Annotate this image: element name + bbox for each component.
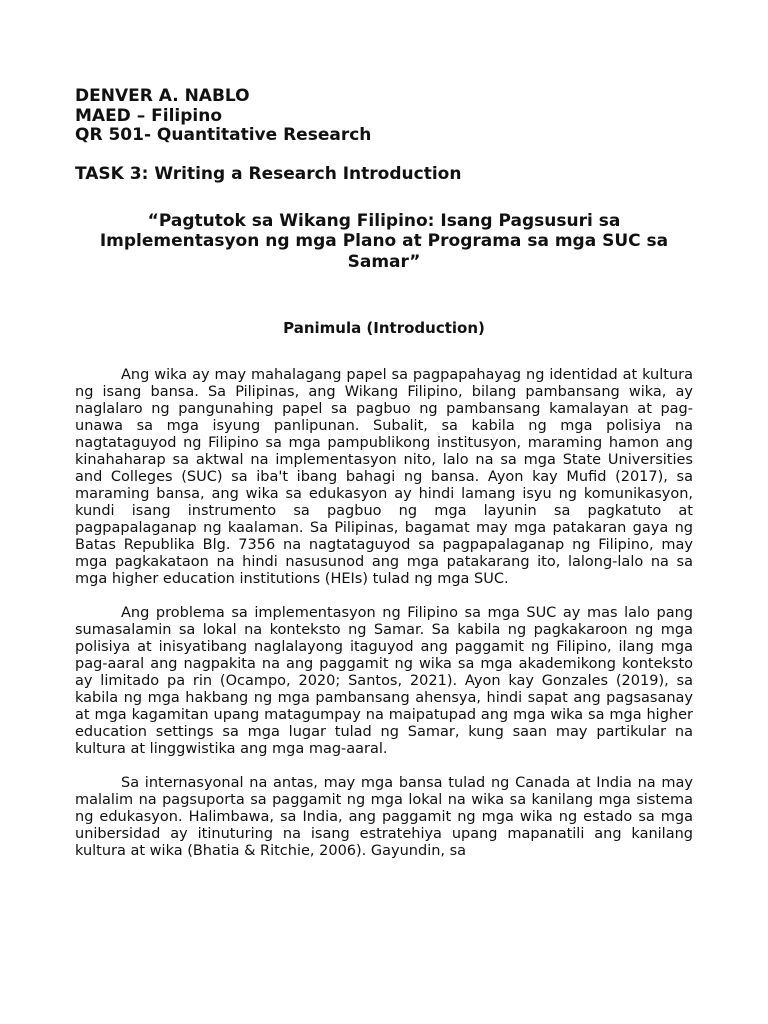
document-title: “Pagtutok sa Wikang Filipino: Isang Pagsusuri sa Implementasyon ng mga Plano at Programa sa mga SUC sa Samar” bbox=[99, 210, 669, 272]
course-line: QR 501- Quantitative Research bbox=[75, 125, 372, 145]
body-text bbox=[75, 367, 693, 860]
document-page bbox=[75, 87, 693, 877]
task-heading: TASK 3: Writing a Research Introduction bbox=[75, 163, 462, 184]
program-line: MAED – Filipino bbox=[75, 105, 223, 126]
paragraph-3: Sa internasyonal na antas, may mga bansa tulad ng Canada at India na may malalim na pagsuporta sa paggamit ng mga lokal na wika sa kanilang mga sistema ng edukasyon. Halimbawa, sa India, ang paggamit ng mga wika ng estado sa mga unibersidad ay itinuturing na isang estratehiya upang mapanatili ang kanilang kultura at wika (Bhatia & Ritchie, 2006). Gayundin, sa bbox=[75, 775, 693, 859]
author-name: DENVER A. NABLO bbox=[75, 86, 250, 106]
paragraph-1: Ang wika ay may mahalagang papel sa pagpapahayag ng identidad at kultura ng isang bansa. Sa Pilipinas, ang Wikang Filipino, bilang pambansang wika, ay naglalaro ng pangunahing papel sa pagbuo ng pambansang kamalayan at pag-unawa sa mga isyung panlipunan. Subalit, sa kabila ng mga polisiya na nagtataguyod ng Filipino sa mga pampublikong institusyon, maraming hamon ang kinahaharap sa aktwal na implementasyon nito, lalo na sa mga State Universities and Colleges (SUC) sa iba't ibang bahagi ng bansa. Ayon kay Mufid (2017), sa maraming bansa, ang wika sa edukasyon ay hindi lamang isyu ng komunikasyon, kundi isang instrumento sa pagbuo ng mga layunin sa pagkatuto at pagpapalaganap ng kaalaman. Sa Pilipinas, bagamat may mga patakaran gaya ng Batas Republika Blg. 7356 na nagtataguyod sa pagpapalaganap ng Filipino, may mga pagkakataon na hindi nasusunod ang mga patakarang ito, lalong-lalo na sa mga higher education institutions (HEIs) tulad ng mga SUC. bbox=[75, 367, 693, 587]
section-heading: Panimula (Introduction) bbox=[283, 319, 485, 337]
paragraph-2: Ang problema sa implementasyon ng Filipino sa mga SUC ay mas lalo pang sumasalamin sa lokal na konteksto ng Samar. Sa kabila ng pagkakaroon ng mga polisiya at inisyatibang naglalayong itaguyod ang paggamit ng Filipino, ilang mga pag-aaral ang nagpakita na ang paggamit ng wika sa mga akademikong konteksto ay limitado pa rin (Ocampo, 2020; Santos, 2021). Ayon kay Gonzales (2019), sa kabila ng mga hakbang ng mga pambansang ahensya, hindi sapat ang pagsasanay at mga kagamitan upang matagumpay na maipatupad ang mga wika sa mga higher education settings sa mga lugar tulad ng Samar, kung saan may partikular na kultura at linggwistika ang mga mag-aaral. bbox=[75, 605, 693, 757]
